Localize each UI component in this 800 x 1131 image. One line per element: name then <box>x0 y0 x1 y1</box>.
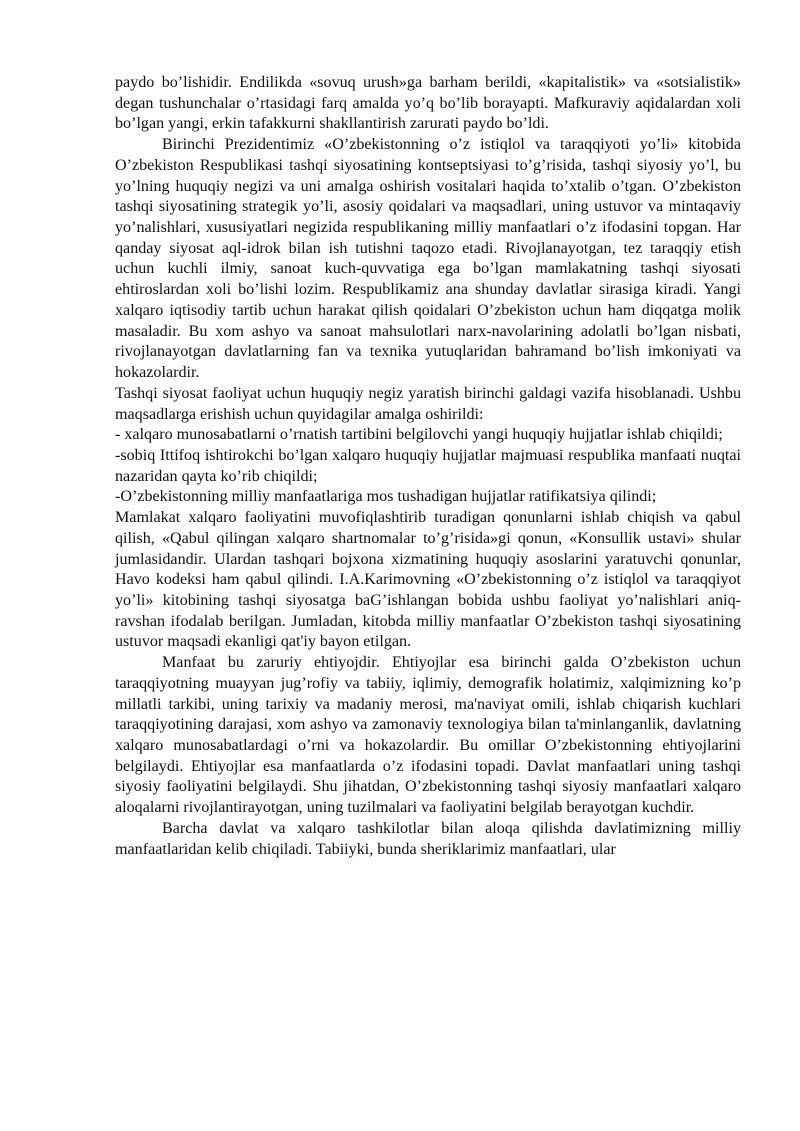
list-item-3: -O’zbekistonning milliy manfaatlariga mos tushadigan hujjatlar ratifikatsiya qilindi; <box>115 488 657 506</box>
paragraph-1: paydo bo’lishidir. Endilikda «sovuq urush»ga barham berildi, «kapitalistik» va «sotsialistik» degan tushunchalar o’rtasidagi farq amalda yo’q bo’lib borayapti. Mafkuraviy aqidalardan xoli bo’lgan yangi, erkin tafakkurni shakllantirish zarurati paydo bo’ldi. <box>115 74 741 133</box>
paragraph-5: Manfaat bu zaruriy ehtiyojdir. Ehtiyojlar esa birinchi galda O’zbekiston uchun taraqqiyotning muayyan jug’rofiy va tabiiy, iqlimiy, demografik holatimiz, xalqimizning ko’p millatli tarkibi, uning tarixiy va madaniy merosi, ma'naviyat omili, ishlab chiqarish kuchlari taraqqiyotining darajasi, xom ashyo va zamonaviy texnologiya bilan ta'minlanganlik, davlatning xalqaro munosabatlardagi o’rni va hokazolardir. Bu omillar O’zbekistonning ehtiyojlarini belgilaydi. Ehtiyojlar esa manfaatlarda o’z ifodasini topadi. Davlat manfaatlari uning tashqi siyosiy faoliyatini belgilaydi. Shu jihatdan, O’zbekistonning tashqi siyosiy manfaatlari xalqaro aloqalarni rivojlantirayotgan, uning tuzilmalari va faoliyatini belgilab berayotgan kuchdir. <box>115 654 741 817</box>
paragraph-6: Barcha davlat va xalqaro tashkilotlar bilan aloqa qilishda davlatimizning milliy manfaatlaridan kelib chiqiladi. Tabiiyki, bunda sheriklarimiz manfaatlari, ular <box>115 819 741 858</box>
paragraph-4: Mamlakat xalqaro faoliyatini muvofiqlashtirib turadigan qonunlarni ishlab chiqish va qabul qilish, «Qabul qilingan xalqaro shartnomalar to’g’risida»gi qonun, «Konsullik ustavi» shular jumlasidandir. Ulardan tashqari bojxona xizmatining huquqiy asoslarini yaratuvchi qonunlar, Havo kodeksi ham qabul qilindi. I.A.Karimovning «O’zbekistonning o’z istiqlol va taraqqiyot yo’li» kitobining tashqi siyosatga baG’ishlangan bobida ushbu faoliyat yo’nalishlari aniq-ravshan ifodalab berilgan. Jumladan, kitobda milliy manfaatlar O’zbekiston tashqi siyosatining ustuvor maqsadi ekanligi qat'iy bayon etilgan. <box>115 509 741 651</box>
document-page <box>115 73 741 860</box>
paragraph-2: Birinchi Prezidentimiz «O’zbekistonning o’z istiqlol va taraqqiyoti yo’li» kitobida O’zbekiston Respublikasi tashqi siyosatining kontseptsiyasi to’g’risida, tashqi siyosiy yo’l, bu yo’lning huquqiy negizi va uni amalga oshirish vositalari haqida to’xtalib o’tgan. O’zbekiston tashqi siyosatining strategik yo’li, asosiy qoidalari va maqsadlari, uning ustuvor va mintaqaviy yo’nalishlari, xususiyatlari negizida respublikaning milliy manfaatlari o’z ifodasini topgan. Har qanday siyosat aql-idrok bilan ish tutishni taqozo etadi. Rivojlanayotgan, tez taraqqiy etish uchun kuchli ilmiy, sanoat kuch-quvvatiga ega bo’lgan mamlakatning tashqi siyosati ehtiroslardan xoli bo’lishi lozim. Respublikamiz ana shunday davlatlar sirasiga kiradi. Yangi xalqaro iqtisodiy tartib uchun harakat qilish qoidalari O’zbekiston uchun ham diqqatga molik masaladir. Bu xom ashyo va sanoat mahsulotlari narx-navolarining adolatli bo’lgan nisbati, rivojlanayotgan davlatlarning fan va texnika yutuqlaridan bahramand bo’lish imkoniyati va hokazolardir. <box>115 136 741 382</box>
paragraph-3: Tashqi siyosat faoliyat uchun huquqiy negiz yaratish birinchi galdagi vazifa hisoblanadi. Ushbu maqsadlarga erishish uchun quyidagilar amalga oshirildi: <box>115 384 741 423</box>
list-item-2: -sobiq Ittifoq ishtirokchi bo’lgan xalqaro huquqiy hujjatlar majmuasi respublika manfaati nuqtai nazaridan qayta ko’rib chiqildi; <box>115 446 741 485</box>
list-item-1: - xalqaro munosabatlarni o’rnatish tartibini belgilovchi yangi huquqiy hujjatlar ishlab chiqildi; <box>115 426 723 444</box>
